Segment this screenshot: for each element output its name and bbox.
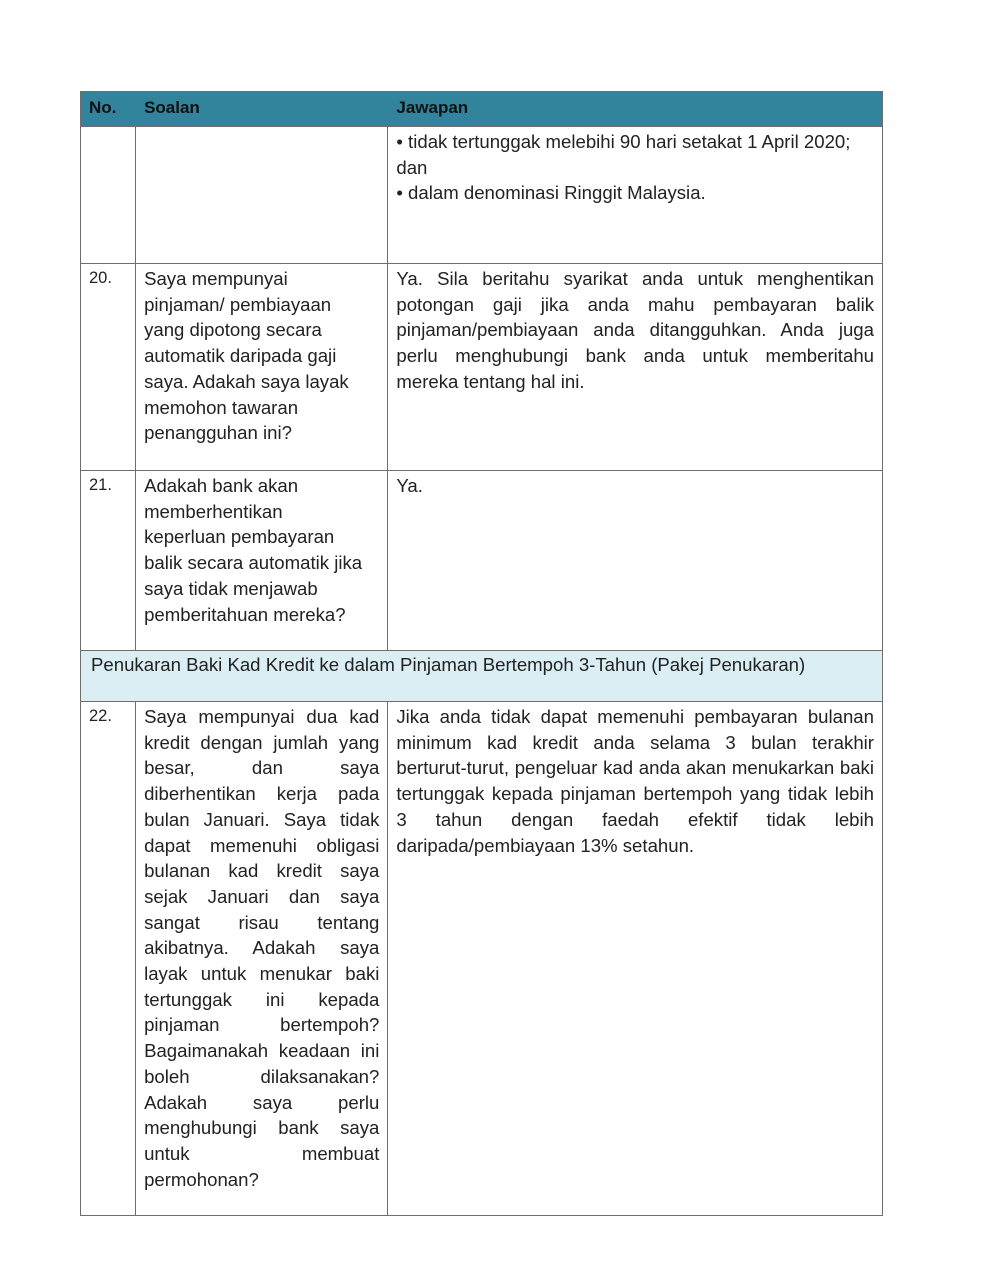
table-row (81, 127, 883, 264)
row-no-cell: 21. (81, 471, 136, 651)
question-line: automatik daripada gaji (144, 345, 337, 367)
question-line: penangguhan ini? (144, 422, 292, 444)
header-question: Soalan (136, 92, 388, 127)
row-question-cell (136, 127, 388, 264)
question-line: balik secara automatik jika (144, 552, 363, 574)
row-question-cell: Saya mempunyai dua kad kredit dengan jumlah yang besar, dan saya diberhentikan kerja pada bulan Januari. Saya tidak dapat memenuhi obligasi bulanan kad kredit saya sejak Januari dan saya sangat risau tentang akibatnya. Adakah saya layak untuk menukar baki tertunggak ini kepada pinjaman bertempoh? Bagaimanakah keadaan ini boleh dilaksanakan? Adakah saya perlu menghubungi bank saya untuk membuat permohonan? (136, 702, 388, 1216)
question-line: memberhentikan (144, 500, 283, 522)
question-line: Adakah bank akan (144, 475, 299, 496)
row-no-cell (81, 127, 136, 264)
section-row (81, 651, 883, 702)
row-no-cell: 20. (81, 264, 136, 471)
answer-line: dan (396, 156, 428, 178)
table-row (81, 471, 883, 651)
question-line: keperluan pembayaran (144, 526, 335, 548)
section-title: Penukaran Baki Kad Kredit ke dalam Pinjaman Bertempoh 3-Tahun (Pakej Penukaran) (81, 651, 883, 702)
faq-table (80, 91, 883, 1216)
row-question-cell (136, 264, 388, 471)
row-answer-cell: Jika anda tidak dapat memenuhi pembayaran bulanan minimum kad kredit anda selama 3 bulan terakhir berturut-turut, pengeluar kad anda akan menukarkan baki tertunggak kepada pinjaman bertempoh yang tidak lebih 3 tahun dengan faedah efektif tidak lebih daripada/pembiayaan 13% setahun. (388, 702, 883, 1216)
row-answer-cell: Ya. Sila beritahu syarikat anda untuk menghentikan potongan gaji jika anda mahu pembayaran balik pinjaman/pembiayaan anda ditangguhkan. Anda juga perlu menghubungi bank anda untuk memberitahu mereka tentang hal ini. (388, 264, 883, 471)
question-line: saya. Adakah saya layak (144, 370, 349, 392)
row-no-cell: 22. (81, 702, 136, 1216)
header-no: No. (81, 92, 136, 127)
question-line: yang dipotong secara (144, 319, 322, 341)
question-line: saya tidak menjawab (144, 577, 318, 599)
question-line: Saya mempunyai (144, 268, 288, 289)
table-header-row (81, 92, 883, 127)
question-line: memohon tawaran (144, 396, 299, 418)
question-line: pemberitahuan mereka? (144, 603, 346, 625)
table-row (81, 702, 883, 1216)
row-answer-cell (388, 127, 883, 264)
table-row (81, 264, 883, 471)
row-answer-cell: Ya. (388, 471, 883, 651)
row-question-cell (136, 471, 388, 651)
header-answer: Jawapan (388, 92, 883, 127)
question-line: pinjaman/ pembiayaan (144, 293, 332, 315)
answer-line: • tidak tertunggak melebihi 90 hari setakat 1 April 2020; (396, 131, 851, 152)
answer-line: • dalam denominasi Ringgit Malaysia. (396, 182, 706, 204)
